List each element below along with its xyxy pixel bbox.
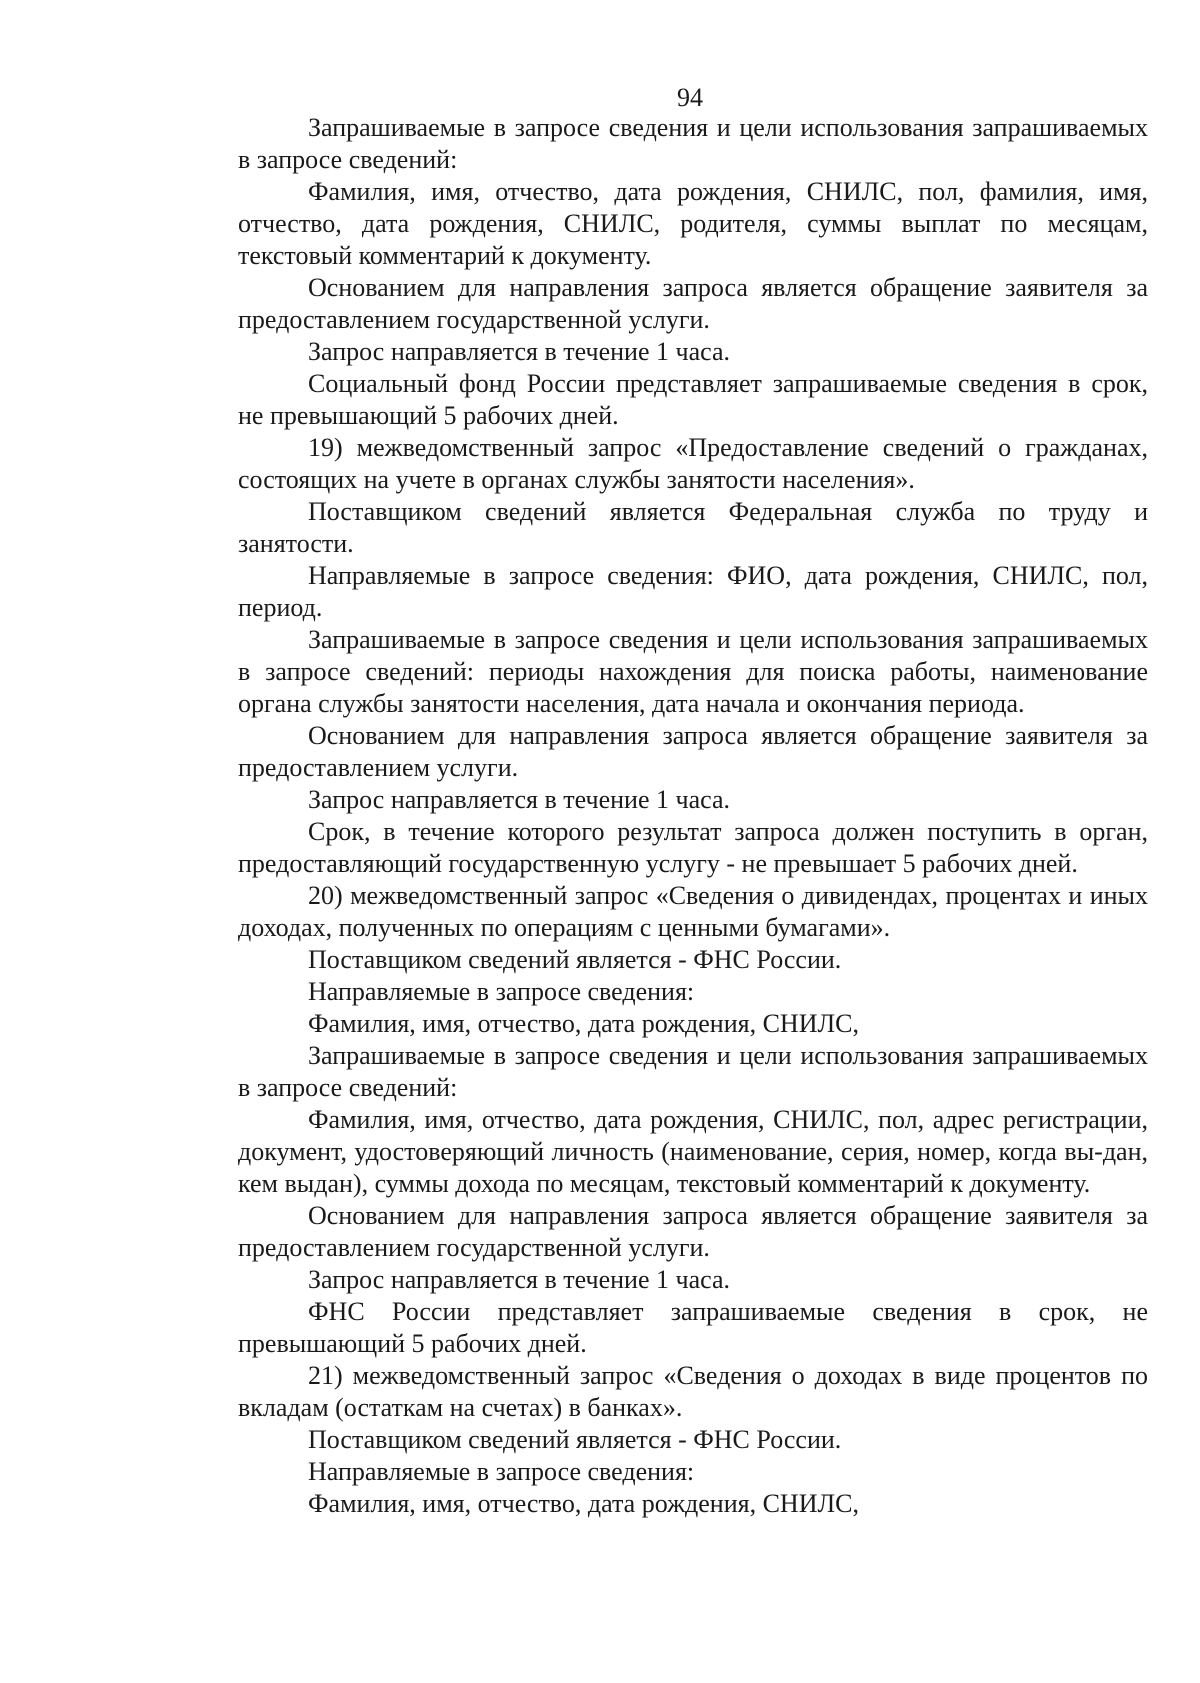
paragraph: Основанием для направления запроса является обращение заявителя за предоставлением государственной услуги. [238,273,1148,334]
paragraph: Социальный фонд России представляет запрашиваемые сведения в срок, не превышающий 5 рабочих дней. [238,369,1148,430]
paragraph: 19) межведомственный запрос «Предоставление сведений о гражданах, состоящих на учете в органах службы занятости населения». [238,433,1148,494]
paragraph: Запрос направляется в течение 1 часа. [308,785,731,814]
paragraph: Запрос направляется в течение 1 часа. [308,1265,731,1294]
paragraph: Запрашиваемые в запросе сведения и цели использования запрашиваемых в запросе сведений: периоды нахождения для поиска работы, наименование органа службы занятости населения, дата начала и окончания периода. [238,625,1148,718]
paragraph: Срок, в течение которого результат запроса должен поступить в орган, предоставляющий государственную услугу - не превышает 5 рабочих дней. [238,817,1148,878]
page-number: 94 [677,83,703,112]
paragraph: Фамилия, имя, отчество, дата рождения, СНИЛС, [308,1009,859,1038]
paragraph: Основанием для направления запроса является обращение заявителя за предоставлением услуги. [238,721,1148,782]
paragraph: Поставщиком сведений является Федеральная служба по труду и занятости. [238,497,1148,558]
paragraph: ФНС России представляет запрашиваемые сведения в срок, не превышающий 5 рабочих дней. [238,1297,1148,1358]
paragraph: Поставщиком сведений является - ФНС России. [308,945,842,974]
paragraph: Поставщиком сведений является - ФНС России. [308,1425,842,1454]
paragraph: 21) межведомственный запрос «Сведения о доходах в виде процентов по вкладам (остаткам на счетах) в банках». [238,1361,1148,1422]
paragraph: Основанием для направления запроса является обращение заявителя за предоставлением государственной услуги. [238,1201,1148,1262]
paragraph: Фамилия, имя, отчество, дата рождения, СНИЛС, пол, адрес регистрации, документ, удостоверяющий личность (наименование, серия, номер, когда вы-дан, кем выдан), суммы дохода по месяцам, текстовый комментарий к документу. [238,1105,1148,1198]
paragraph: Запрос направляется в течение 1 часа. [308,337,731,366]
paragraph: Направляемые в запросе сведения: [308,1457,695,1486]
paragraph: Запрашиваемые в запросе сведения и цели использования запрашиваемых в запросе сведений: [238,1041,1148,1102]
paragraph: Фамилия, имя, отчество, дата рождения, СНИЛС, пол, фамилия, имя, отчество, дата рождения, СНИЛС, родителя, суммы выплат по месяцам, текстовый комментарий к документу. [238,177,1148,270]
paragraph: Направляемые в запросе сведения: [308,977,695,1006]
paragraph: Направляемые в запросе сведения: ФИО, дата рождения, СНИЛС, пол, период. [238,561,1148,622]
paragraph: Запрашиваемые в запросе сведения и цели использования запрашиваемых в запросе сведений: [238,113,1148,174]
paragraph: Фамилия, имя, отчество, дата рождения, СНИЛС, [308,1489,859,1518]
document-body [238,112,1148,1520]
paragraph: 20) межведомственный запрос «Сведения о дивидендах, процентах и иных доходах, полученных по операциям с ценными бумагами». [238,881,1148,942]
